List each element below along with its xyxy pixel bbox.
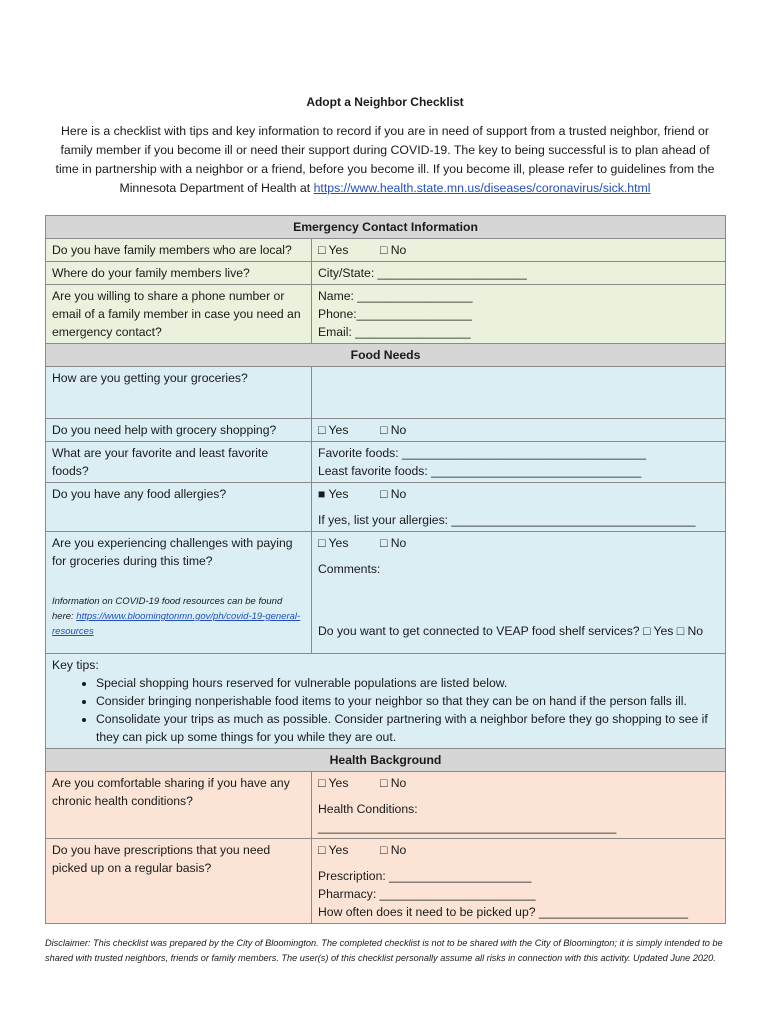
question-chronic-conditions: Are you comfortable sharing if you have any chronic health conditions? [46,772,312,839]
answer-grocery-help [312,419,726,442]
yes-checkbox[interactable]: □ Yes [318,536,349,550]
veap-question: Do you want to get connected to VEAP food shelf services? □ Yes □ No [318,624,704,638]
table-row [46,239,726,262]
no-checkbox[interactable]: □ No [380,423,407,437]
pickup-frequency-field[interactable]: How often does it need to be picked up? ______________________ [318,905,688,919]
question-food-allergies: Do you have any food allergies? [46,483,312,532]
table-row [46,367,726,419]
no-checkbox[interactable]: □ No [380,487,407,501]
no-checkbox[interactable]: □ No [380,536,407,550]
section-header-emergency [46,216,726,239]
comments-label: Comments: [318,562,381,576]
table-row [46,772,726,839]
groceries-answer-field[interactable] [312,367,726,419]
list-item: • Special shopping hours reserved for vulnerable populations are listed below. [96,674,719,692]
list-item: • Consolidate your trips as much as possible. Consider partnering with a neighbor before they go shopping to see if they can pick up some things for you while they are out. [96,710,719,746]
list-item: • Consider bringing nonperishable food items to your neighbor so that they can be on hand if the person falls ill. [96,692,719,710]
yes-checkbox[interactable]: □ Yes [318,776,349,790]
yes-checkbox[interactable]: □ Yes [318,423,349,437]
health-conditions-field[interactable]: ____________________________________________ [318,820,617,834]
phone-field[interactable]: Phone:_________________ [318,307,472,321]
note-text: Information on COVID-19 food resources can be found here: [52,596,283,622]
tips-list [76,674,719,746]
section-header-health [46,749,726,772]
answer-chronic-conditions [312,772,726,839]
question-family-location: Where do your family members live? [46,262,312,285]
question-paying-text: Are you experiencing challenges with paying for groceries during this time? [52,536,293,568]
allergies-field[interactable]: If yes, list your allergies: ____________________________________ [318,513,696,527]
intro-paragraph [48,122,722,198]
table-row [46,839,726,924]
key-tips-label: Key tips: [52,658,99,672]
pharmacy-field[interactable]: Pharmacy: _______________________ [318,887,536,901]
food-header: Food Needs [46,344,726,367]
table-row [46,442,726,483]
mdh-guidelines-link[interactable]: https://www.health.state.mn.us/diseases/coronavirus/sick.html [313,181,651,195]
no-checkbox[interactable]: □ No [380,843,407,857]
no-checkbox[interactable]: □ No [380,776,407,790]
answer-paying-groceries [312,532,726,654]
table-row [46,285,726,344]
least-favorite-foods-field[interactable]: Least favorite foods: _______________________________ [318,464,642,478]
answer-family-local [312,239,726,262]
emergency-header: Emergency Contact Information [46,216,726,239]
question-prescriptions: Do you have prescriptions that you need picked up on a regular basis? [46,839,312,924]
table-row [46,419,726,442]
section-header-food [46,344,726,367]
table-row [46,532,726,654]
checklist-table [45,215,726,924]
question-grocery-help: Do you need help with grocery shopping? [46,419,312,442]
question-paying-groceries [46,532,312,654]
contact-fields [312,285,726,344]
health-conditions-label: Health Conditions: [318,802,418,816]
answer-food-allergies [312,483,726,532]
email-field[interactable]: Email: _________________ [318,325,471,339]
yes-checkbox[interactable]: □ Yes [318,843,349,857]
favorite-foods-field[interactable]: Favorite foods: ____________________________________ [318,446,647,460]
answer-prescriptions [312,839,726,924]
question-groceries: How are you getting your groceries? [46,367,312,419]
intro-text: Here is a checklist with tips and key information to record if you are in need of support from a trusted neighbor, friend or family member if you become ill or need their support during COVID-19. The key to being successful is to plan ahead of time in partnership with a neighbor or a friend, before you become ill. If you become ill, please refer to guidelines from the Minnesota Department of Health at [55,124,715,195]
food-resources-link[interactable]: https://www.bloomingtonmn.gov/ph/covid-19-general-resources [52,611,301,637]
key-tips [46,654,726,749]
question-favorite-foods: What are your favorite and least favorite foods? [46,442,312,483]
no-checkbox[interactable]: □ No [380,243,407,257]
yes-checkbox-checked[interactable]: ■ Yes [318,487,349,501]
question-emergency-contact: Are you willing to share a phone number or email of a family member in case you need an emergency contact? [46,285,312,344]
yes-checkbox[interactable]: □ Yes [318,243,349,257]
health-header: Health Background [46,749,726,772]
name-field[interactable]: Name: _________________ [318,289,473,303]
table-row [46,654,726,749]
prescription-field[interactable]: Prescription: _____________________ [318,869,532,883]
food-resources-note [52,594,305,639]
question-family-local: Do you have family members who are local? [46,239,312,262]
table-row [46,483,726,532]
table-row [46,262,726,285]
disclaimer: Disclaimer: This checklist was prepared by the City of Bloomington. The completed checklist is not to be shared with the City of Bloomington; it is simply intended to be shared with trusted neighbors, friends or family members. The user(s) of this checklist personally assume all risks in connection with this activity. Updated June 2020. [45,938,723,963]
page-title: Adopt a Neighbor Checklist [306,95,464,109]
food-preferences [312,442,726,483]
city-state-field[interactable]: City/State: ______________________ [312,262,726,285]
